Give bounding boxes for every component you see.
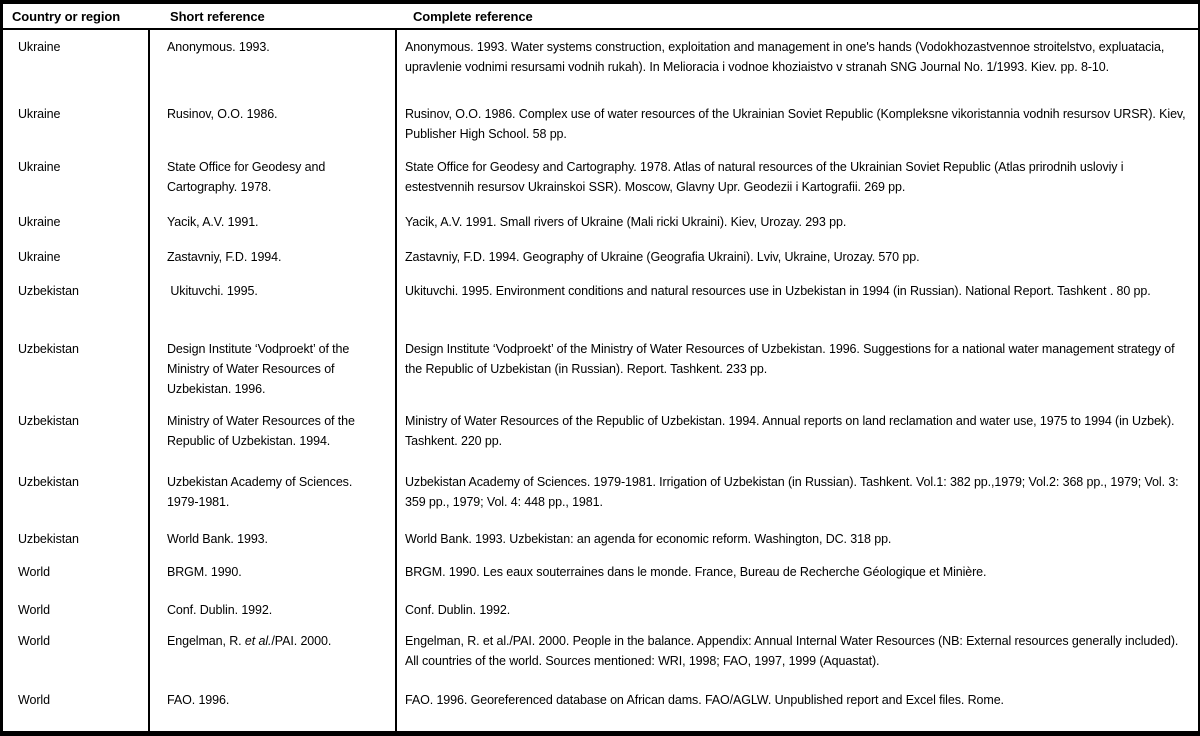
complete-reference-cell: Engelman, R. et al./PAI. 2000. People in the balance. Appendix: Annual Internal Water Resources (NB: External resources generally included). All countries of the world. Sources mentioned: WRI, 1998; FAO, 1997, 1999 (Aquastat).: [395, 624, 1198, 683]
short-reference-cell: Design Institute ‘Vodproekt’ of the Ministry of Water Resources of Uzbekistan. 1996.: [148, 332, 395, 404]
table-row: [3, 150, 1198, 205]
short-reference-cell: Conf. Dublin. 1992.: [148, 593, 395, 624]
complete-reference-cell: Conf. Dublin. 1992.: [395, 593, 1198, 624]
short-reference-cell: Ukituvchi. 1995.: [148, 274, 395, 332]
table-row: [3, 404, 1198, 465]
short-reference-cell: Yacik, A.V. 1991.: [148, 205, 395, 240]
short-reference-cell: Anonymous. 1993.: [148, 30, 395, 97]
short-reference-cell: Zastavniy, F.D. 1994.: [148, 240, 395, 274]
table-row: [3, 522, 1198, 555]
complete-reference-cell: Uzbekistan Academy of Sciences. 1979-1981. Irrigation of Uzbekistan (in Russian). Tashkent. Vol.1: 382 pp.,1979; Vol.2: 368 pp., 1979; Vol. 3: 359 pp., 1979; Vol. 4: 448 pp., 1981.: [395, 465, 1198, 522]
table-row: [3, 332, 1198, 404]
complete-reference-cell: World Bank. 1993. Uzbekistan: an agenda for economic reform. Washington, DC. 318 pp.: [395, 522, 1198, 555]
table-row: [3, 30, 1198, 97]
header-country-or-region: Country or region: [12, 8, 121, 24]
country-cell: World: [18, 634, 50, 648]
country-cell: Ukraine: [18, 107, 61, 121]
country-cell: Uzbekistan: [18, 475, 79, 489]
table-row: [3, 465, 1198, 522]
short-reference-cell: BRGM. 1990.: [148, 555, 395, 593]
short-reference-cell: Rusinov, O.O. 1986.: [148, 97, 395, 150]
complete-reference-cell: Zastavniy, F.D. 1994. Geography of Ukraine (Geografia Ukraini). Lviv, Ukraine, Urozay. 570 pp.: [395, 240, 1198, 274]
country-cell: World: [18, 565, 50, 579]
short-reference-cell: Uzbekistan Academy of Sciences. 1979-1981.: [148, 465, 395, 522]
complete-reference-cell: Anonymous. 1993. Water systems construction, exploitation and management in one's hands (Vodokhozastvennoe stroitelstvo, expluatacia, upravlenie vodnimi resursami vodnih rukah). In Melioracia i vodnoe khoziaistvo v stranah SNG Journal No. 1/1993. Kiev. pp. 8-10.: [395, 30, 1198, 97]
complete-reference-cell: Ministry of Water Resources of the Republic of Uzbekistan. 1994. Annual reports on land reclamation and water use, 1975 to 1994 (in Uzbek). Tashkent. 220 pp.: [395, 404, 1198, 465]
country-cell: Uzbekistan: [18, 342, 79, 356]
country-cell: Ukraine: [18, 215, 61, 229]
short-reference-cell: FAO. 1996.: [148, 683, 395, 731]
country-cell: Ukraine: [18, 40, 61, 54]
complete-reference-cell: Yacik, A.V. 1991. Small rivers of Ukraine (Mali ricki Ukraini). Kiev, Urozay. 293 pp.: [395, 205, 1198, 240]
complete-reference-cell: FAO. 1996. Georeferenced database on African dams. FAO/AGLW. Unpublished report and Excel files. Rome.: [395, 683, 1198, 731]
table-row: [3, 555, 1198, 593]
country-cell: Ukraine: [18, 250, 61, 264]
complete-reference-cell: Ukituvchi. 1995. Environment conditions and natural resources use in Uzbekistan in 1994 (in Russian). National Report. Tashkent . 80 pp.: [395, 274, 1198, 332]
table-row: [3, 240, 1198, 274]
table-row: [3, 274, 1198, 332]
country-cell: Uzbekistan: [18, 414, 79, 428]
country-cell: Uzbekistan: [18, 532, 79, 546]
country-cell: Ukraine: [18, 160, 61, 174]
complete-reference-cell: Rusinov, O.O. 1986. Complex use of water resources of the Ukrainian Soviet Republic (Kompleksne vikoristannia vodnih resursov URSR). Kiev, Publisher High School. 58 pp.: [395, 97, 1198, 150]
table-row: [3, 205, 1198, 240]
short-reference-cell: Engelman, R. et al./PAI. 2000.: [148, 624, 395, 683]
header-short-reference: Short reference: [170, 8, 265, 24]
country-cell: World: [18, 603, 50, 617]
header-complete-reference: Complete reference: [413, 8, 533, 24]
short-reference-cell: State Office for Geodesy and Cartography. 1978.: [148, 150, 395, 205]
table-header-row: [3, 4, 1198, 30]
table-row: [3, 593, 1198, 624]
short-reference-cell: Ministry of Water Resources of the Republic of Uzbekistan. 1994.: [148, 404, 395, 465]
table-row: [3, 624, 1198, 683]
table-row: [3, 97, 1198, 150]
complete-reference-cell: Design Institute ‘Vodproekt’ of the Ministry of Water Resources of Uzbekistan. 1996. Suggestions for a national water management strategy of the Republic of Uzbekistan (in Russian). Report. Tashkent. 233 pp.: [395, 332, 1198, 404]
complete-reference-cell: BRGM. 1990. Les eaux souterraines dans le monde. France, Bureau de Recherche Géologique et Minière.: [395, 555, 1198, 593]
short-reference-cell: World Bank. 1993.: [148, 522, 395, 555]
complete-reference-cell: State Office for Geodesy and Cartography. 1978. Atlas of natural resources of the Ukrainian Soviet Republic (Atlas prirodnih usloviy i estestvennih resursov Ukrainskoi SSR). Moscow, Glavny Upr. Geodezii i Kartografii. 269 pp.: [395, 150, 1198, 205]
country-cell: World: [18, 693, 50, 707]
country-cell: Uzbekistan: [18, 284, 79, 298]
table-row: [3, 683, 1198, 731]
